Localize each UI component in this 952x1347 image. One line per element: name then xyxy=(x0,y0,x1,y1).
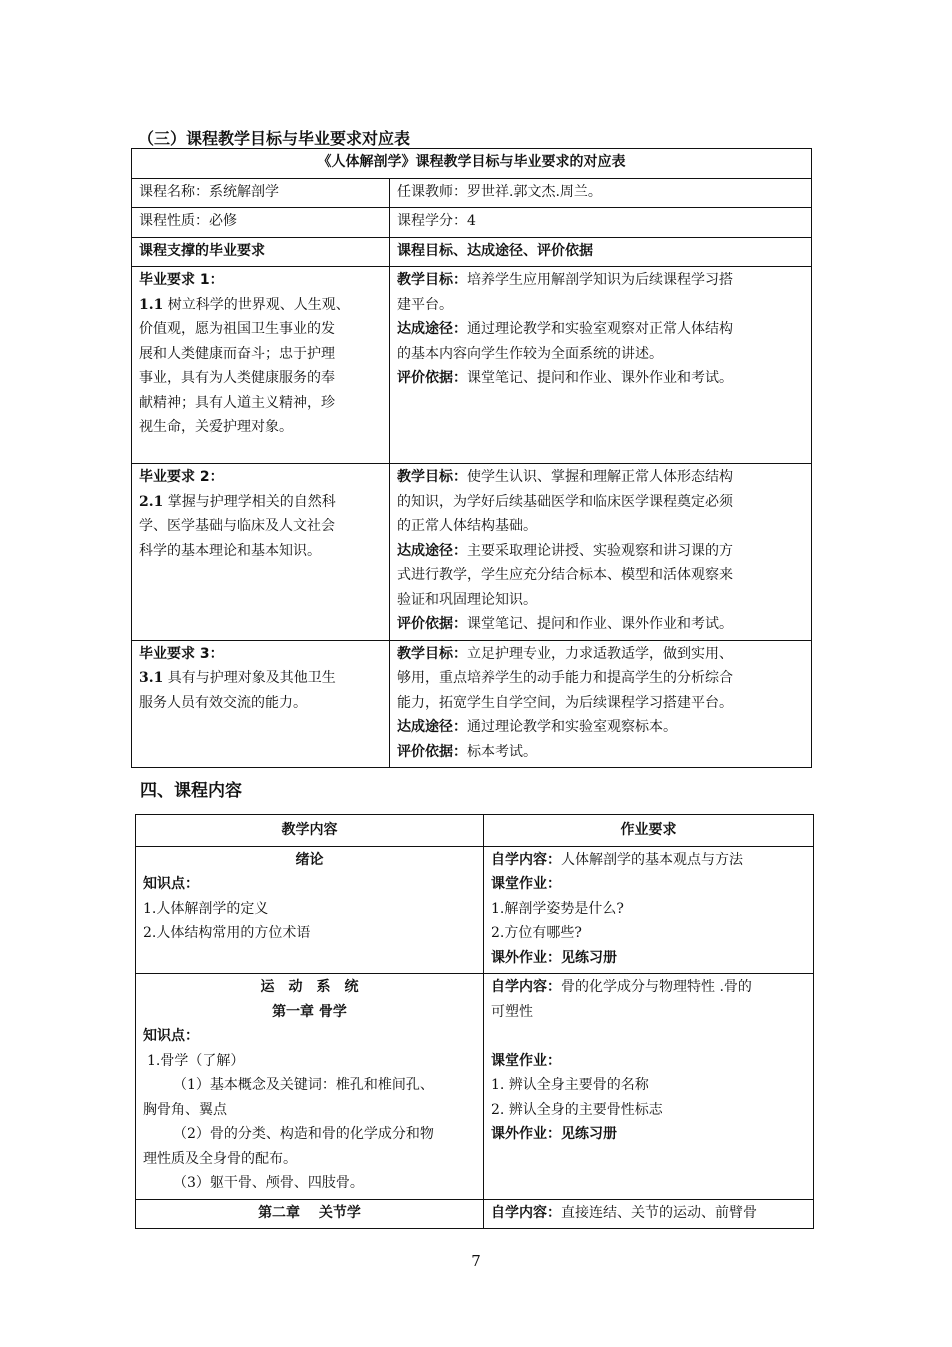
knowledge-item: 1.人体解剖学的定义 xyxy=(143,900,269,917)
knowledge-subitem: 胸骨角、翼点 xyxy=(143,1101,227,1118)
class-work-item: 2.方位有哪些? xyxy=(491,925,582,941)
goal-line: 培养学生应用解剖学知识为后续课程学习搭 xyxy=(467,272,733,288)
req-title: 毕业要求 3： xyxy=(139,645,224,662)
eval-label: 评价依据： xyxy=(397,616,467,632)
knowledge-subitem: （3）躯干骨、颅骨、四肢骨。 xyxy=(173,1175,364,1191)
req-line: 具有与护理对象及其他卫生 xyxy=(163,670,336,686)
req-line: 服务人员有效交流的能力。 xyxy=(139,694,307,711)
goal-label: 教学目标： xyxy=(397,469,467,485)
self-study-text: 可塑性 xyxy=(491,1003,533,1020)
class-work-item: 1. 辨认全身主要骨的名称 xyxy=(491,1077,649,1093)
req-title: 毕业要求 2： xyxy=(139,469,224,485)
path-line: 验证和巩固理论知识。 xyxy=(397,591,537,608)
ch1-content-cell xyxy=(136,974,484,1200)
class-work-item: 1.解剖学姿势是什么? xyxy=(491,900,624,917)
self-study-text: 直接连结、关节的运动、前臂骨 xyxy=(561,1204,757,1221)
knowledge-subitem: 理性质及全身骨的配布。 xyxy=(143,1150,297,1167)
objectives-table xyxy=(131,148,812,768)
goal-line: 立足护理专业，力求适教适学，做到实用、 xyxy=(467,645,733,662)
course-name: 课程名称：系统解剖学 xyxy=(132,178,390,208)
section3-title: （三）课程教学目标与毕业要求对应表 xyxy=(138,129,411,148)
goal-line: 的知识，为学好后续基础医学和临床医学课程奠定必须 xyxy=(397,493,733,510)
ch1-homework-cell xyxy=(484,974,814,1200)
req-line: 展和人类健康而奋斗；忠于护理 xyxy=(139,345,335,362)
req-title: 毕业要求 1： xyxy=(139,272,224,288)
req-line: 学、医学基础与临床及人文社会 xyxy=(139,518,335,534)
eval-text: 课堂笔记、提问和作业、课外作业和考试。 xyxy=(467,616,733,632)
course-content-table xyxy=(135,814,814,1229)
self-study-text: 骨的化学成分与物理特性 .骨的 xyxy=(561,979,752,995)
col-left-header: 课程支撑的毕业要求 xyxy=(132,237,390,267)
chapter-title: 第一章 骨学 xyxy=(272,1003,347,1020)
goal-line: 使学生认识、掌握和理解正常人体形态结构 xyxy=(467,469,733,485)
requirement-cell xyxy=(132,464,390,641)
req-line: 献精神；具有人道主义精神，珍 xyxy=(139,394,335,411)
path-line: 通过理论教学和实验室观察标本。 xyxy=(467,719,677,735)
req-line: 视生命，关爱护理对象。 xyxy=(139,419,293,435)
knowledge-item: 1.骨学（了解） xyxy=(147,1052,245,1069)
goal-line: 能力，拓宽学生自学空间，为后续课程学习搭建平台。 xyxy=(397,694,733,711)
class-work-label: 课堂作业： xyxy=(491,1052,561,1069)
eval-text: 标本考试。 xyxy=(467,743,537,760)
knowledge-label: 知识点： xyxy=(143,876,199,892)
self-study-label: 自学内容： xyxy=(491,1204,561,1221)
objective-cell xyxy=(390,267,812,464)
col-content-header: 教学内容 xyxy=(136,815,484,847)
self-study-label: 自学内容： xyxy=(491,979,561,995)
req-code: 2.1 xyxy=(139,493,164,510)
self-study-text: 人体解剖学的基本观点与方法 xyxy=(561,851,743,868)
path-line: 通过理论教学和实验室观察对正常人体结构 xyxy=(467,321,733,337)
intro-content-cell xyxy=(136,846,484,974)
ch2-title: 第二章 关节学 xyxy=(136,1199,484,1229)
intro-title: 绪论 xyxy=(295,851,324,868)
goal-line: 够用，重点培养学生的动手能力和提高学生的分析综合 xyxy=(397,670,733,686)
req-line: 掌握与护理学相关的自然科 xyxy=(163,493,336,510)
section4-title: 四、课程内容 xyxy=(140,781,242,801)
knowledge-subitem: （1）基本概念及关键词：椎孔和椎间孔、 xyxy=(173,1077,434,1093)
eval-text: 课堂笔记、提问和作业、课外作业和考试。 xyxy=(467,370,733,386)
path-label: 达成途径： xyxy=(397,719,467,735)
intro-homework-cell xyxy=(484,846,814,974)
path-label: 达成途径： xyxy=(397,321,467,337)
knowledge-label: 知识点： xyxy=(143,1028,199,1044)
path-line: 式进行教学，学生应充分结合标本、模型和活体观察来 xyxy=(397,567,733,583)
self-study-label: 自学内容： xyxy=(491,851,561,868)
course-nature: 课程性质：必修 xyxy=(132,208,390,238)
course-credits: 课程学分：4 xyxy=(390,208,812,238)
class-work-item: 2. 辨认全身的主要骨性标志 xyxy=(491,1101,663,1118)
eval-label: 评价依据： xyxy=(397,370,467,386)
col-right-header: 课程目标、达成途径、评价依据 xyxy=(390,237,812,267)
goal-label: 教学目标： xyxy=(397,645,467,662)
req-code: 3.1 xyxy=(139,670,164,686)
knowledge-subitem: （2）骨的分类、构造和骨的化学成分和物 xyxy=(173,1126,434,1142)
extra-work-label: 课外作业：见练习册 xyxy=(491,1126,617,1142)
knowledge-item: 2.人体结构常用的方位术语 xyxy=(143,925,311,941)
objective-cell xyxy=(390,640,812,768)
path-label: 达成途径： xyxy=(397,542,467,559)
req-line: 科学的基本理论和基本知识。 xyxy=(139,542,321,559)
goal-line: 的正常人体结构基础。 xyxy=(397,518,537,534)
req-line: 树立科学的世界观、人生观、 xyxy=(163,296,350,313)
path-line: 主要采取理论讲授、实验观察和讲习课的方 xyxy=(467,542,733,559)
extra-work-label: 课外作业：见练习册 xyxy=(491,949,617,966)
objective-cell xyxy=(390,464,812,641)
col-homework-header: 作业要求 xyxy=(484,815,814,847)
path-line: 的基本内容向学生作较为全面系统的讲述。 xyxy=(397,345,663,362)
goal-line: 建平台。 xyxy=(397,296,453,313)
req-line: 事业，具有为人类健康服务的奉 xyxy=(139,370,335,386)
class-work-label: 课堂作业： xyxy=(491,876,561,892)
course-teacher: 任课教师：罗世祥.郭文杰.周兰。 xyxy=(390,178,812,208)
system-title: 运 动 系 统 xyxy=(260,979,359,995)
goal-label: 教学目标： xyxy=(397,272,467,288)
requirement-cell xyxy=(132,640,390,768)
eval-label: 评价依据： xyxy=(397,743,467,760)
ch2-homework-cell xyxy=(484,1199,814,1229)
req-line: 价值观，愿为祖国卫生事业的发 xyxy=(139,321,335,337)
page-number: 7 xyxy=(471,1252,481,1270)
table1-caption: 《人体解剖学》课程教学目标与毕业要求的对应表 xyxy=(132,149,812,179)
req-code: 1.1 xyxy=(139,296,164,313)
requirement-cell xyxy=(132,267,390,464)
